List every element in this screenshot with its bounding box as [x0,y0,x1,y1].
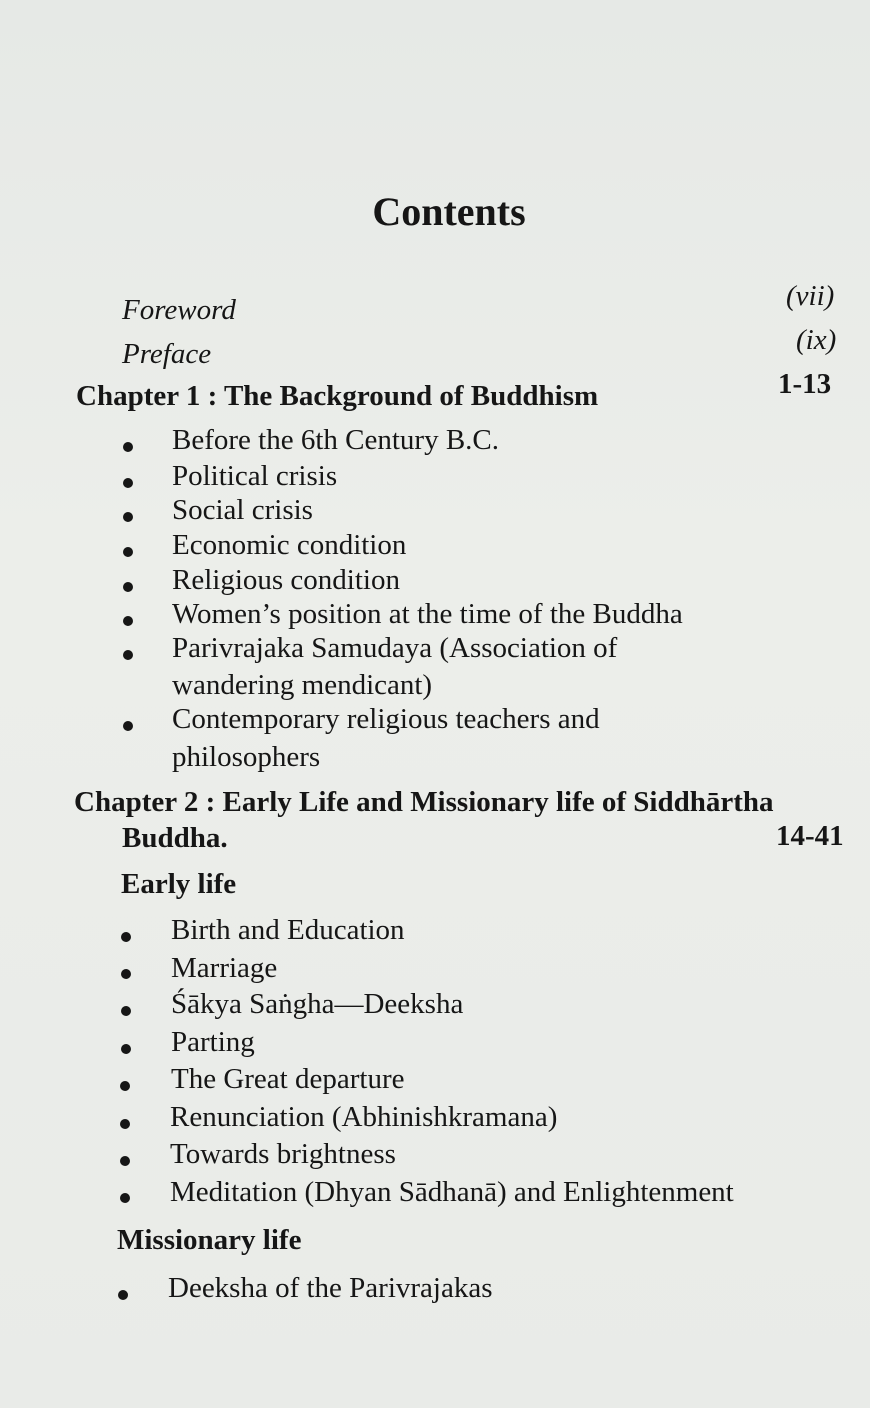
list-item: Deeksha of the Parivrajakas [168,1272,493,1304]
bullet-icon [123,582,133,592]
list-item: Towards brightness [170,1138,396,1170]
toc-page-preface: (ix) [796,324,837,356]
toc-entry-foreword: Foreword [122,294,236,326]
list-item: Śākya Saṅgha—Deeksha [171,988,464,1020]
bullet-icon [123,478,133,488]
bullet-icon [121,1006,131,1016]
bullet-icon [120,1081,130,1091]
section-heading-missionary-life: Missionary life [117,1224,302,1256]
list-item: Birth and Education [171,914,405,946]
list-item: Renunciation (Abhinishkramana) [170,1101,558,1133]
bullet-icon [121,932,131,942]
list-item: Social crisis [172,494,313,526]
chapter-2-pages: 14-41 [776,820,844,852]
bullet-icon [123,547,133,557]
list-item: Marriage [171,952,278,984]
bullet-icon [123,512,133,522]
page-title: Contents [372,189,526,234]
bullet-icon [123,616,133,626]
bullet-icon [121,1044,131,1054]
list-item: Before the 6th Century B.C. [172,424,500,456]
bullet-icon [121,969,131,979]
bullet-icon [120,1156,130,1166]
section-heading-early-life: Early life [121,868,237,900]
list-item-continuation: philosophers [172,741,321,773]
chapter-2-title: Chapter 2 : Early Life and Missionary life of Siddhārtha [74,786,774,818]
list-item: Parivrajaka Samudaya (Association of [172,632,618,664]
list-item: The Great departure [171,1063,405,1095]
bullet-icon [120,1193,130,1203]
bullet-icon [120,1119,130,1129]
chapter-1-title: Chapter 1 : The Background of Buddhism [76,380,599,412]
list-item: Parting [171,1026,255,1058]
list-item: Meditation (Dhyan Sādhanā) and Enlightenment [170,1176,734,1208]
chapter-1-pages: 1-13 [778,368,832,400]
list-item: Women’s position at the time of the Buddha [172,598,683,630]
toc-page-foreword: (vii) [786,280,835,312]
bullet-icon [123,721,133,731]
chapter-2-title-continuation: Buddha. [122,822,228,854]
toc-entry-preface: Preface [122,338,212,370]
list-item: Contemporary religious teachers and [172,703,600,735]
bullet-icon [118,1290,128,1300]
list-item: Political crisis [172,460,338,492]
list-item-continuation: wandering mendicant) [172,669,433,701]
bullet-icon [123,650,133,660]
bullet-icon [123,442,133,452]
list-item: Economic condition [172,529,407,561]
list-item: Religious condition [172,564,400,596]
